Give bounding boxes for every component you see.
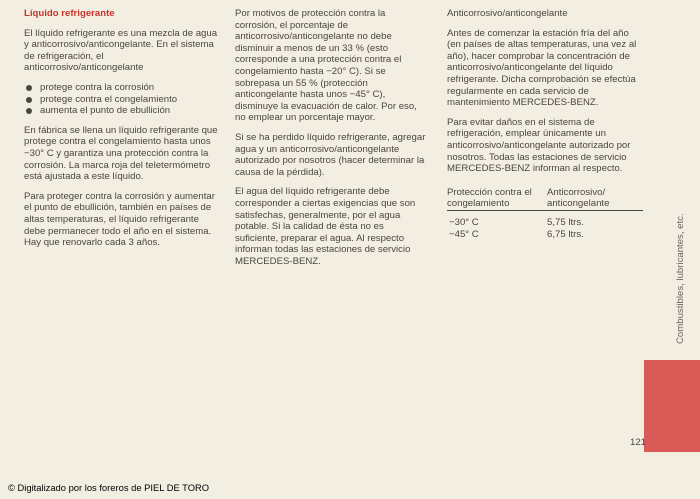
table-cell-amount: 6,75 ltrs. [547,228,584,240]
table-row [447,210,643,228]
bullet-icon [26,108,32,114]
column-2 [235,8,429,275]
bullet-item [24,82,220,94]
paragraph: Para evitar daños en el sistema de refrigeración, emplear únicamente un anticorrosivo/anticongelante autorizado por nosotros. Todas las estaciones de servicio MERCEDES-BENZ informan al respecto. [447,116,631,175]
bullet-item [24,105,220,117]
section-heading: Anticorrosivo/anticongelante [447,8,568,19]
bullet-text: protege contra la corrosión [40,81,155,93]
section-heading: Líquido refrigerante [24,8,115,19]
bullet-text: aumenta el punto de ebullición [40,105,171,117]
paragraph: Por motivos de protección contra la corrosión, el porcentaje de anticorrosivo/anticongelante no debe disminuir a menos de un 33 % (esto corresponde a una protección contra el congelamiento hasta −20° C). Si se sobrepasa un 55 % (protección anticongelante hasta unos −45° C), disminuye la evacuación de calor. Por eso, no emplear un porcentaje mayor. [235,8,417,124]
paragraph: Si se ha perdido líquido refrigerante, agregar agua y un anticorrosivo/anticongelante autorizado por nosotros (hacer determinar la causa de la pérdida). [235,131,426,178]
bullet-icon [26,85,32,91]
bullet-item [24,94,220,106]
table-cell-amount: 5,75 ltrs. [547,216,584,228]
footer-credit: © Digitalizado por los foreros de PIEL DE TORO [8,482,210,493]
paragraph: El agua del líquido refrigerante debe corresponder a ciertas exigencias que son satisfechas, generalmente, por el agua potable. Si la calidad de ésta no es suficiente, preparar el agua. Al respecto informan todas las estaciones de servicio MERCEDES-BENZ. [235,186,416,267]
paragraph: Antes de comenzar la estación fría del año (en países de altas temperaturas, una vez al año), hacer comprobar la concentración de anticorrosivo/anticongelante del líquido refrigerante. Dicha comprobación se efectúa regularmente en cada servicio de mantenimiento MERCEDES-BENZ. [447,27,637,109]
table-cell-temp: −45° C [449,228,479,240]
protection-table [447,187,643,240]
side-section-label: Combustibles, lubricantes, etc. [675,213,686,344]
page-number: 121 [630,437,647,448]
bullet-list [24,82,220,117]
paragraph: El líquido refrigerante es una mezcla de agua y anticorrosivo/anticongelante. En el sistema de refrigeración, el anticorrosivo/anticongelante [24,27,218,74]
bullet-icon [26,97,32,103]
table-header-row [447,187,643,211]
table-cell-temp: −30° C [449,216,479,228]
column-1 [24,8,220,257]
column-3 [447,8,643,240]
section-tab [644,360,700,452]
table-header-antifreeze: Anticorrosivo/ anticongelante [547,186,610,210]
bullet-text: protege contra el congelamiento [40,93,178,105]
paragraph: Para proteger contra la corrosión y aumentar el punto de ebullición, también en países de altas temperaturas, el líquido refrigerante debe permanecer todo el año en el sistema. Hay que renovarlo cada 3 años. [24,190,215,249]
table-row [447,229,643,241]
paragraph: En fábrica se llena un líquido refrigerante que protege contra el congelamiento hasta unos −30° C y garantiza una protección contra la corrosión. La marca roja del teletermómetro está ajustada a este líquido. [24,124,218,183]
table-header-protection: Protección contra el congelamiento [447,186,532,210]
